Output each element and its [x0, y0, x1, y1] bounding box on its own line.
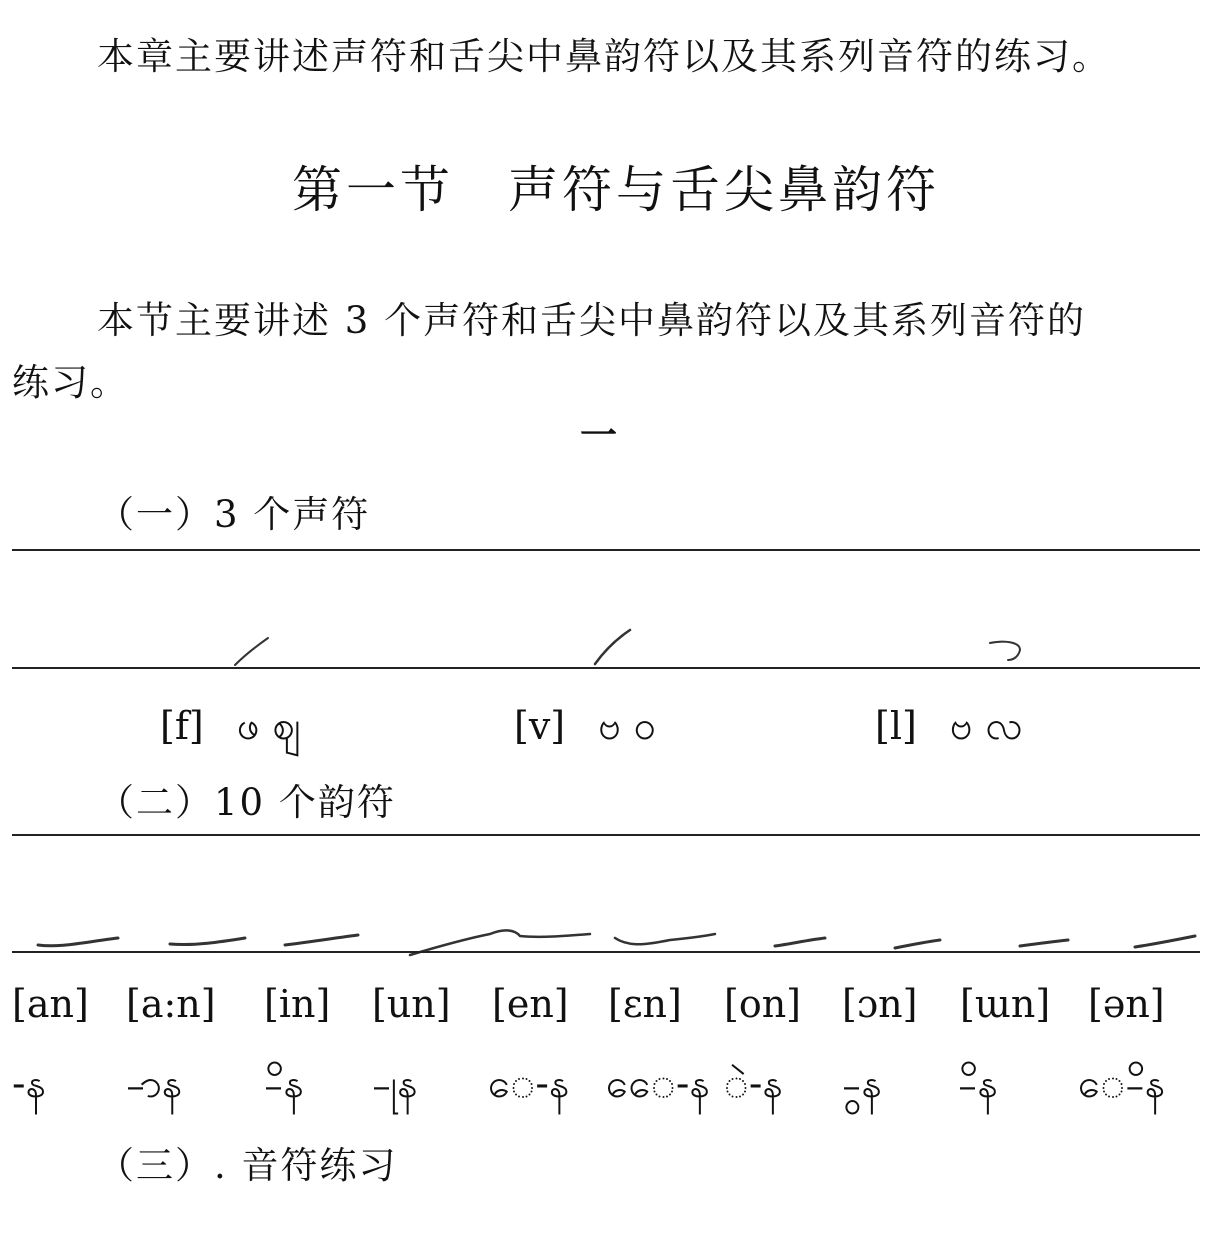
- rhyme-script: ဲ-န: [724, 1061, 784, 1107]
- ipa-label: [f]: [160, 704, 204, 748]
- consonant-item: [875, 700, 1023, 759]
- rhyme-ipa: [on]: [724, 982, 802, 1026]
- part-number: 一: [580, 413, 619, 457]
- rhyme-script: ေ-ိန: [1078, 1061, 1166, 1107]
- rhyme-ipa: [un]: [372, 982, 451, 1026]
- rhyme-script: -ုန: [372, 1061, 418, 1107]
- rhyme-script: -ာန: [126, 1061, 183, 1107]
- sub3-heading: （三）. 音符练习: [97, 1144, 398, 1187]
- section-intro-line-1: 本节主要讲述 3 个声符和舌尖中鼻韵符以及其系列音符的: [97, 299, 1087, 342]
- consonant-item: [160, 700, 301, 759]
- rhyme-ipa: [ɯn]: [960, 982, 1051, 1026]
- writing-rule: [12, 549, 1200, 551]
- rhyme-ipa: [in]: [264, 982, 331, 1026]
- script-glyphs: ဗ ဝ: [598, 703, 657, 749]
- rhyme-ipa: [ən]: [1088, 982, 1165, 1026]
- rhyme-script: -ိန: [264, 1061, 305, 1107]
- intro-paragraph: 本章主要讲述声符和舌尖中鼻韵符以及其系列音符的练习。: [97, 35, 1111, 78]
- rhyme-script: -န: [12, 1061, 47, 1107]
- handwritten-rhymes: [0, 920, 1232, 970]
- ipa-label: [l]: [875, 704, 917, 748]
- writing-rule: [12, 667, 1200, 669]
- rhyme-script: ေ-န: [488, 1061, 570, 1107]
- script-glyphs: ဖ ဈ: [236, 703, 301, 749]
- rhyme-ipa: [an]: [12, 982, 89, 1026]
- sub1-heading: （一）3 个声符: [97, 493, 371, 536]
- writing-rule: [12, 834, 1200, 836]
- rhyme-ipa: [ɔn]: [842, 982, 918, 1026]
- script-glyphs: ဗ လ: [949, 703, 1023, 749]
- consonant-item: [514, 700, 656, 759]
- rhyme-script: -ိန: [958, 1061, 999, 1107]
- rhyme-script: -ွန: [842, 1061, 883, 1107]
- ipa-label: [v]: [514, 704, 566, 748]
- rhyme-ipa: [ɛn]: [608, 982, 682, 1026]
- rhyme-script: ေေ-န: [606, 1061, 711, 1107]
- rhyme-ipa: [en]: [492, 982, 569, 1026]
- writing-rule: [12, 951, 1200, 953]
- sub2-heading: （二）10 个韵符: [97, 781, 396, 824]
- section-title: 第一节 声符与舌尖鼻韵符: [292, 161, 940, 219]
- handwritten-consonants: [0, 620, 1232, 680]
- section-intro-line-2: 练习。: [12, 361, 129, 404]
- rhyme-ipa: [a:n]: [126, 982, 216, 1026]
